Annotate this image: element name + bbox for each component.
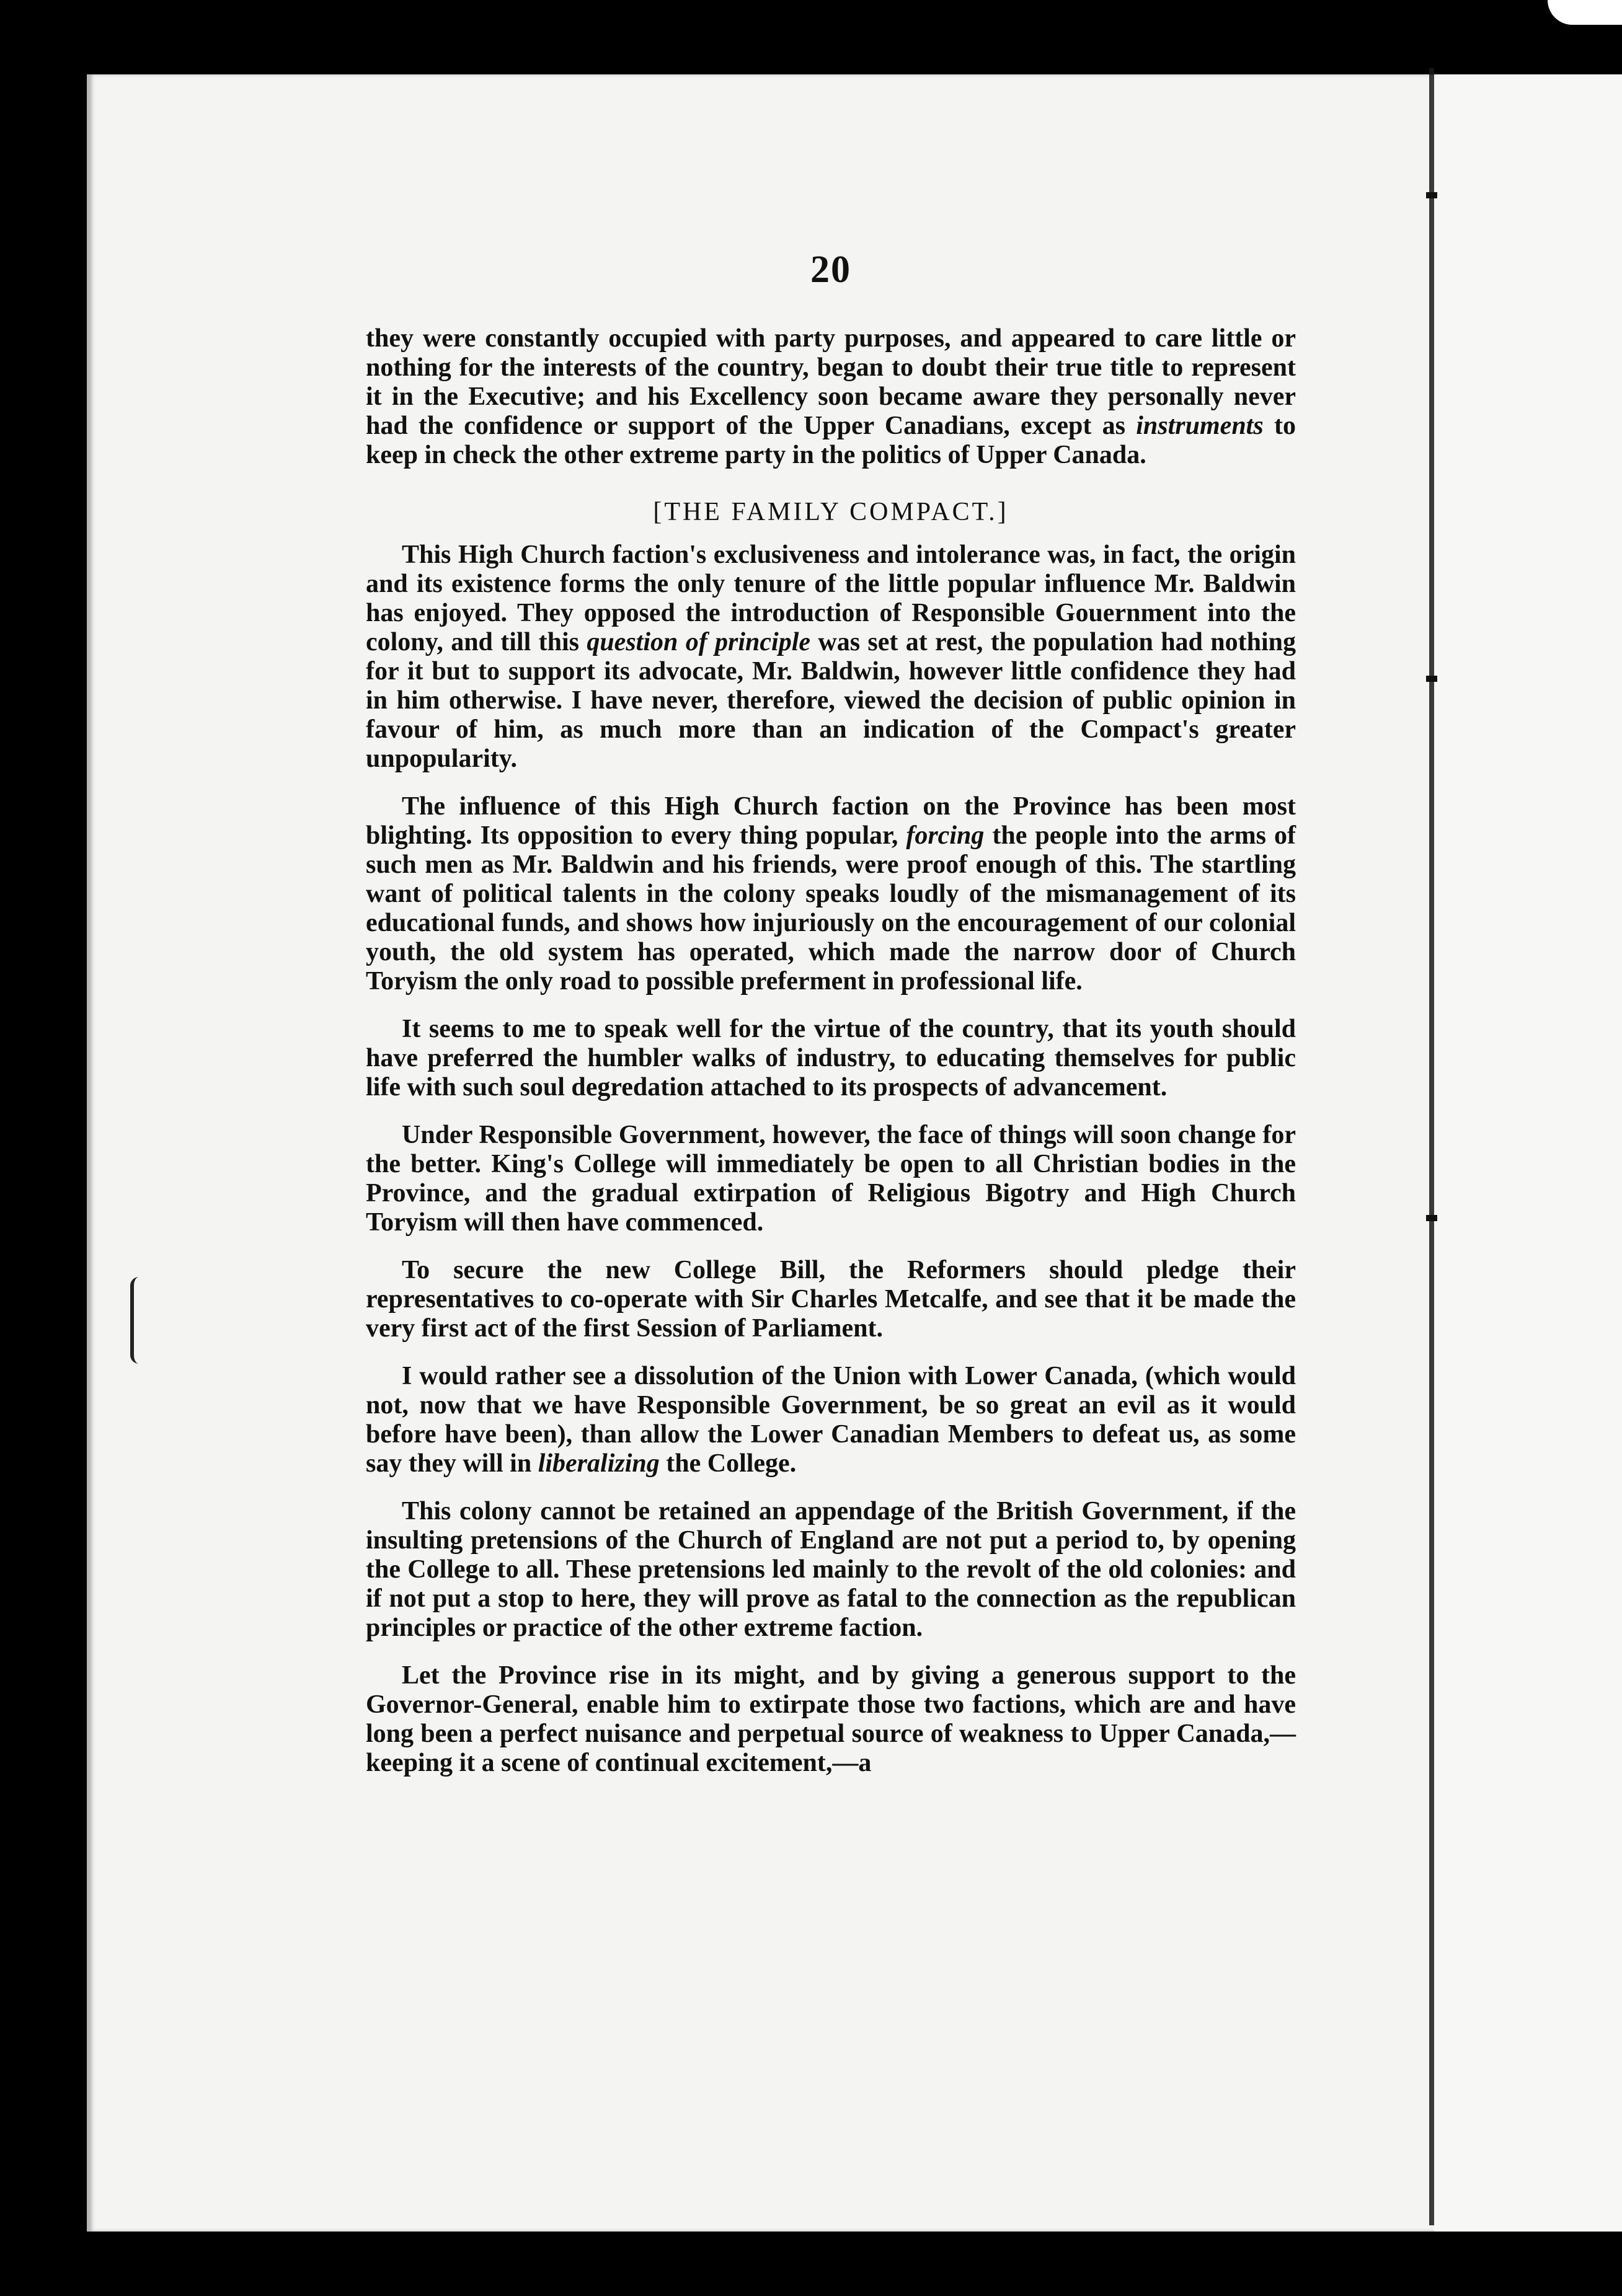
gutter-marks xyxy=(1426,186,1438,1302)
paragraph-2-text: This High Church faction's exclusiveness and intolerance was, in fact, the origin and its existence forms the only tenure of the little popular influence Mr. Baldwin has enjoyed. They opposed the introduction of Responsible Gouernment into the colony, and till this xyxy=(366,541,1296,656)
paragraph-1 xyxy=(366,324,1296,470)
right-page-edge xyxy=(1434,74,1622,2232)
bleed-through-mark xyxy=(130,1277,139,1364)
page-number: 20 xyxy=(810,249,851,291)
scan-bottom-edge xyxy=(87,2232,1622,2235)
paragraph-7 xyxy=(366,1362,1296,1478)
scan-corner-artifact xyxy=(1548,0,1622,25)
paragraph-3-emphasis: forcing xyxy=(906,821,985,850)
paragraph-2 xyxy=(366,541,1296,774)
paragraph-7-tail: the College. xyxy=(659,1449,797,1478)
paragraph-8: This colony cannot be retained an appendage of the British Government, if the insulting pretensions of the Church of England are not put a period to, by opening the College to all. These pretensions led mainly to the revolt of the old colonies: and if not put a stop to here, they will prove as fatal to the connection as the republican principles or practice of the other extreme faction. xyxy=(366,1497,1296,1642)
paragraph-4: It seems to me to speak well for the virtue of the country, that its youth should have preferred the humbler walks of industry, to educating themselves for public life with such soul degredation attached to its prospects of advancement. xyxy=(366,1015,1296,1102)
paragraph-1-tail: to keep in check the other extreme party in the politics of Upper Canada. xyxy=(366,412,1296,469)
paragraph-2-emphasis: question of principle xyxy=(587,628,811,656)
paragraph-3-text: The influence of this High Church faction on the Province has been most blighting. Its opposition to every thing popular, xyxy=(366,792,1296,850)
section-heading: [THE FAMILY COMPACT.] xyxy=(653,498,1009,526)
paragraph-6: To secure the new College Bill, the Reformers should pledge their representatives to co-operate with Sir Charles Metcalfe, and see that it be made the very first act of the first Session of Parliament. xyxy=(366,1256,1296,1343)
paragraph-7-emphasis: liberalizing xyxy=(538,1449,660,1478)
paragraph-3-tail: the people into the arms of such men as Mr. Baldwin and his friends, were proof enough of this. The startling want of political talents in the colony speaks loudly of the mismanagement of its educational funds, and shows how injuriously on the encouragement of our colonial youth, the old system has operated, which made the narrow door of Church Toryism the only road to possible preferment in professional life. xyxy=(366,821,1296,996)
paragraph-2-tail: was set at rest, the population had nothing for it but to support its advocate, Mr. Baldwin, however little confidence they had in him otherwise. I have never, therefore, viewed the decision of public opinion in favour of him, as much more than an indication of the Compact's greater unpopularity. xyxy=(366,628,1296,773)
paragraph-5: Under Responsible Government, however, the face of things will soon change for the better. King's College will immediately be open to all Christian bodies in the Province, and the gradual extirpation of Religious Bigotry and High Church Toryism will then have commenced. xyxy=(366,1121,1296,1237)
page-text-block xyxy=(366,248,1296,1796)
paragraph-1-text: they were constantly occupied with party purposes, and appeared to care little or nothing for the interests of the country, began to doubt their true title to represent it in the Executive; and his Excellency soon became aware they personally never had the confidence or support of the Upper Canadians, except as xyxy=(366,324,1296,440)
paragraph-1-emphasis: instruments xyxy=(1136,412,1264,440)
paragraph-3 xyxy=(366,792,1296,996)
paragraph-7-text: I would rather see a dissolution of the Union with Lower Canada, (which would not, now that we have Responsible Government, be so great an evil as it would before have been), than allow the Lower Canadian Members to defeat us, as some say they will in xyxy=(366,1362,1296,1478)
paragraph-9: Let the Province rise in its might, and by giving a generous support to the Governor-General, enable him to extirpate those two factions, which are and have long been a perfect nuisance and perpetual source of weakness to Upper Canada,—keeping it a scene of continual excitement,—a xyxy=(366,1661,1296,1777)
